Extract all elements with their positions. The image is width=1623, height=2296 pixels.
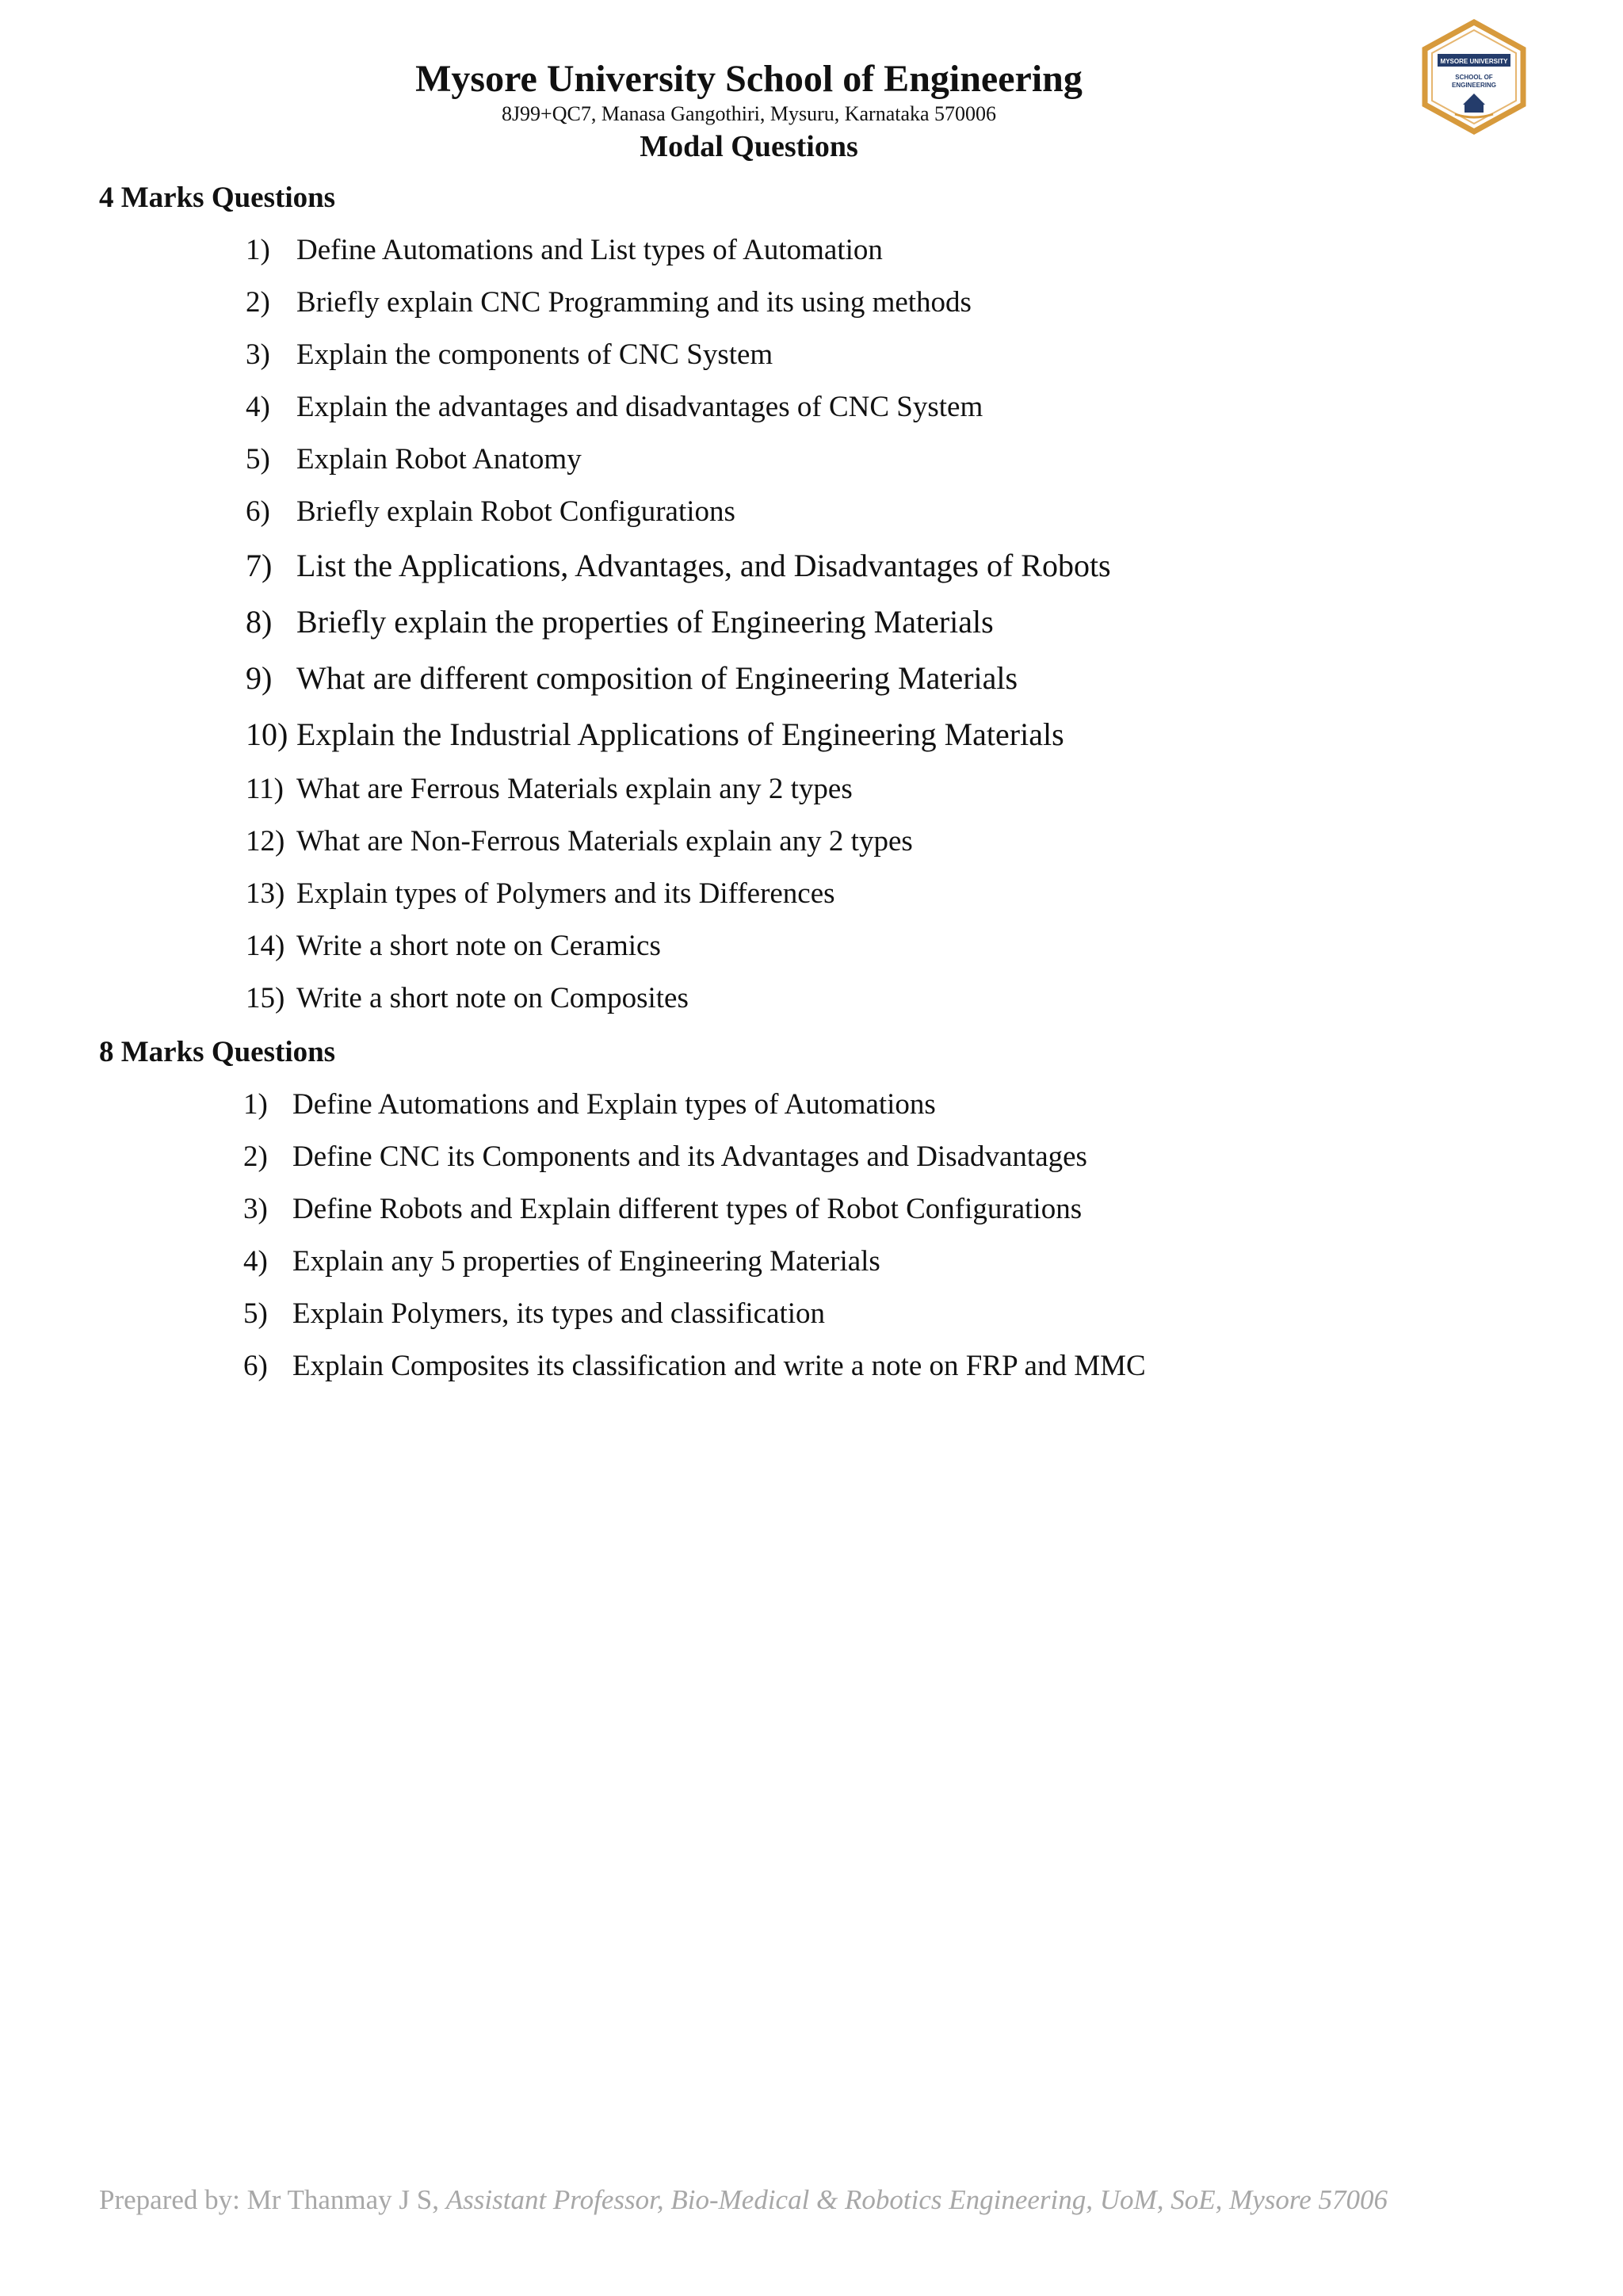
section-heading-4-marks: 4 Marks Questions: [99, 181, 336, 214]
question-number: 2): [243, 1140, 268, 1173]
logo-text-top: MYSORE UNIVERSITY: [1440, 58, 1508, 65]
question-text: Explain the advantages and disadvantages of CNC System: [296, 391, 983, 423]
question-number: 7): [246, 548, 273, 583]
list-item: [246, 233, 1111, 285]
page-footer: [99, 2183, 1388, 2217]
question-text: Define Automations and Explain types of Automations: [292, 1088, 936, 1121]
question-number: 6): [246, 495, 270, 528]
question-text: What are Non-Ferrous Materials explain any 2 types: [296, 825, 913, 858]
question-number: 13): [246, 877, 285, 910]
list-item: [243, 1192, 1146, 1244]
list-item: [246, 877, 1111, 929]
list-item: [246, 824, 1111, 877]
footer-role: Assistant Professor, Bio-Medical & Robotics Engineering, UoM, SoE, Mysore 57006: [445, 2184, 1388, 2215]
question-number: 3): [243, 1193, 268, 1225]
question-list-4-marks: [246, 233, 1111, 1033]
question-number: 14): [246, 930, 285, 962]
institution-address: 8J99+QC7, Manasa Gangothiri, Mysuru, Karnataka 570006: [501, 102, 997, 125]
question-number: 9): [246, 660, 273, 696]
page-title: Mysore University School of Engineering: [415, 58, 1083, 100]
list-item: [246, 716, 1111, 772]
question-text: Write a short note on Composites: [296, 982, 689, 1014]
list-item: [243, 1349, 1146, 1401]
question-text: What are Ferrous Materials explain any 2 types: [296, 773, 853, 805]
question-text: What are different composition of Engineering Materials: [296, 660, 1018, 696]
question-number: 15): [246, 982, 285, 1014]
question-text: Briefly explain the properties of Engineering Materials: [296, 604, 994, 640]
question-number: 4): [246, 391, 270, 423]
question-number: 4): [243, 1245, 268, 1278]
svg-text:SCHOOL OF: SCHOOL OF: [1455, 74, 1493, 81]
list-item: [246, 659, 1111, 716]
question-text: Explain the components of CNC System: [296, 338, 773, 371]
question-text: Explain types of Polymers and its Differences: [296, 877, 835, 910]
question-text: Briefly explain CNC Programming and its using methods: [296, 286, 972, 319]
list-item: [243, 1244, 1146, 1297]
question-number: 11): [246, 773, 284, 805]
question-text: Define Automations and List types of Automation: [296, 234, 883, 266]
question-text: Explain any 5 properties of Engineering Materials: [292, 1245, 880, 1278]
list-item: [246, 285, 1111, 338]
question-text: Explain Composites its classification and write a note on FRP and MMC: [292, 1350, 1146, 1382]
question-number: 8): [246, 604, 273, 640]
section-heading-8-marks: 8 Marks Questions: [99, 1036, 336, 1068]
question-text: Explain Robot Anatomy: [296, 443, 582, 476]
document-subtitle: Modal Questions: [640, 130, 858, 163]
footer-prepared-by: Prepared by: Mr Thanmay J S,: [99, 2184, 446, 2215]
question-text: Explain Polymers, its types and classification: [292, 1297, 826, 1330]
list-item: [246, 603, 1111, 659]
question-number: 12): [246, 825, 285, 858]
document-header: [0, 57, 1498, 165]
list-item: [246, 981, 1111, 1033]
list-item: [246, 929, 1111, 981]
question-text: Write a short note on Ceramics: [296, 930, 661, 962]
list-item: [243, 1140, 1146, 1192]
university-crest-logo: [1419, 19, 1529, 135]
question-number: 1): [243, 1088, 268, 1121]
list-item: [243, 1087, 1146, 1140]
list-item: [243, 1297, 1146, 1349]
question-number: 5): [243, 1297, 268, 1330]
question-number: 6): [243, 1350, 268, 1382]
question-text: Briefly explain Robot Configurations: [296, 495, 735, 528]
question-number: 1): [246, 234, 270, 266]
question-text: List the Applications, Advantages, and Disadvantages of Robots: [296, 548, 1111, 583]
question-number: 2): [246, 286, 270, 319]
question-number: 10): [246, 716, 288, 752]
list-item: [246, 547, 1111, 603]
list-item: [246, 390, 1111, 442]
question-list-8-marks: [243, 1087, 1146, 1401]
question-text: Define Robots and Explain different types of Robot Configurations: [292, 1193, 1083, 1225]
list-item: [246, 495, 1111, 547]
question-text: Explain the Industrial Applications of Engineering Materials: [296, 716, 1064, 752]
list-item: [246, 772, 1111, 824]
list-item: [246, 442, 1111, 495]
question-text: Define CNC its Components and its Advantages and Disadvantages: [292, 1140, 1087, 1173]
question-number: 3): [246, 338, 270, 371]
list-item: [246, 338, 1111, 390]
svg-text:ENGINEERING: ENGINEERING: [1451, 82, 1497, 89]
question-number: 5): [246, 443, 270, 476]
